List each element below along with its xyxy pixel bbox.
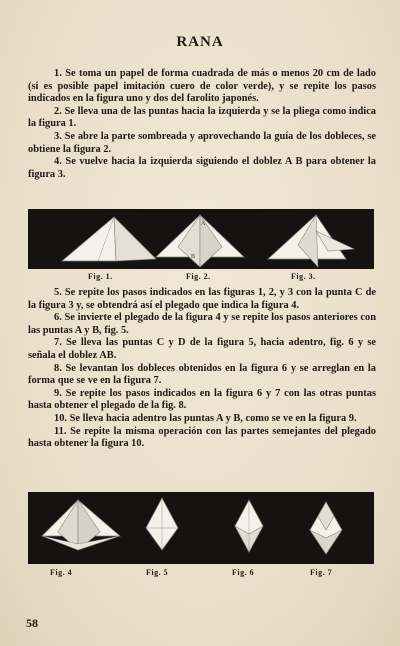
step-9: 9. Se repite los pasos indicados en la figura 6 y 7 con las otras puntas hasta obtener el plegado de la fig. 8. [28, 387, 376, 412]
figure-4-diagram [42, 500, 120, 550]
step-1: 1. Se toma un papel de forma cuadrada de más o menos 20 cm de lado (si es posible papel imitación cuero de color verde), y se repite los pasos indicados en la figura uno y dos del farolito japonés. [28, 68, 376, 105]
step-7: 7. Se lleva las puntas C y D de la figura 5, hacia adentro, fig. 6 y se señala el doblez AB. [28, 337, 376, 361]
step-10: 10. Se lleva hacia adentro las puntas A y B, como se ve en la figura 9. [54, 412, 357, 424]
step-3: 3. Se abre la parte sombreada y aprovechando la guía de los dobleces, se obtiene la figura 2. [28, 130, 376, 155]
instructions-part-2 [28, 287, 376, 451]
instructions-part-1 [28, 68, 376, 181]
step-11: 11. Se repite la misma operación con las partes semejantes del plegado hasta obtener la figura 10. [28, 425, 376, 450]
figure-5-diagram [146, 498, 178, 550]
folding-diagrams-4-7 [28, 492, 374, 564]
figure-4-label: Fig. 4 [50, 568, 73, 577]
step-6: 6. Se invierte el plegado de la figura 4 y se repite los pasos anteriores con las puntas A y B, fig. 5. [28, 312, 376, 336]
figure-band-top [28, 209, 374, 269]
figure-3-diagram [268, 215, 354, 267]
letter-b-fig2: B [191, 254, 196, 260]
page-title: RANA [176, 34, 224, 50]
figure-6-diagram [235, 500, 263, 552]
step-4: 4. Se vuelve hacia la izquierda siguiendo el doblez A B para obtener la figura 3. [28, 156, 376, 180]
figure-band-bottom [28, 492, 374, 564]
figure-1-label: Fig. 1. [88, 272, 113, 281]
figure-3-label: Fig. 3. [291, 272, 316, 281]
figure-2-diagram [156, 215, 244, 267]
step-5: 5. Se repite los pasos indicados en las figuras 1, 2, y 3 con la punta C de la figura 3 y, se obtendrá así el plegado que indica la figura 4. [28, 287, 376, 311]
letter-a-fig2: A [201, 221, 206, 227]
page-number: 58 [26, 616, 38, 630]
figure-1-diagram [62, 217, 156, 261]
figure-6-label: Fig. 6 [232, 568, 255, 577]
figure-7-label: Fig. 7 [310, 568, 333, 577]
step-2: 2. Se lleva una de las puntas hacia la izquierda y se la pliega como indica la figura 1. [28, 105, 376, 130]
step-8: 8. Se levantan los dobleces obtenidos en la figura 6 y se arreglan en la forma que se ve en la figura 7. [28, 362, 376, 387]
figure-5-label: Fig. 5 [146, 568, 169, 577]
figure-7-diagram [310, 502, 342, 554]
figure-2-label: Fig. 2. [186, 272, 211, 281]
folding-diagrams-1-3 [28, 209, 374, 269]
